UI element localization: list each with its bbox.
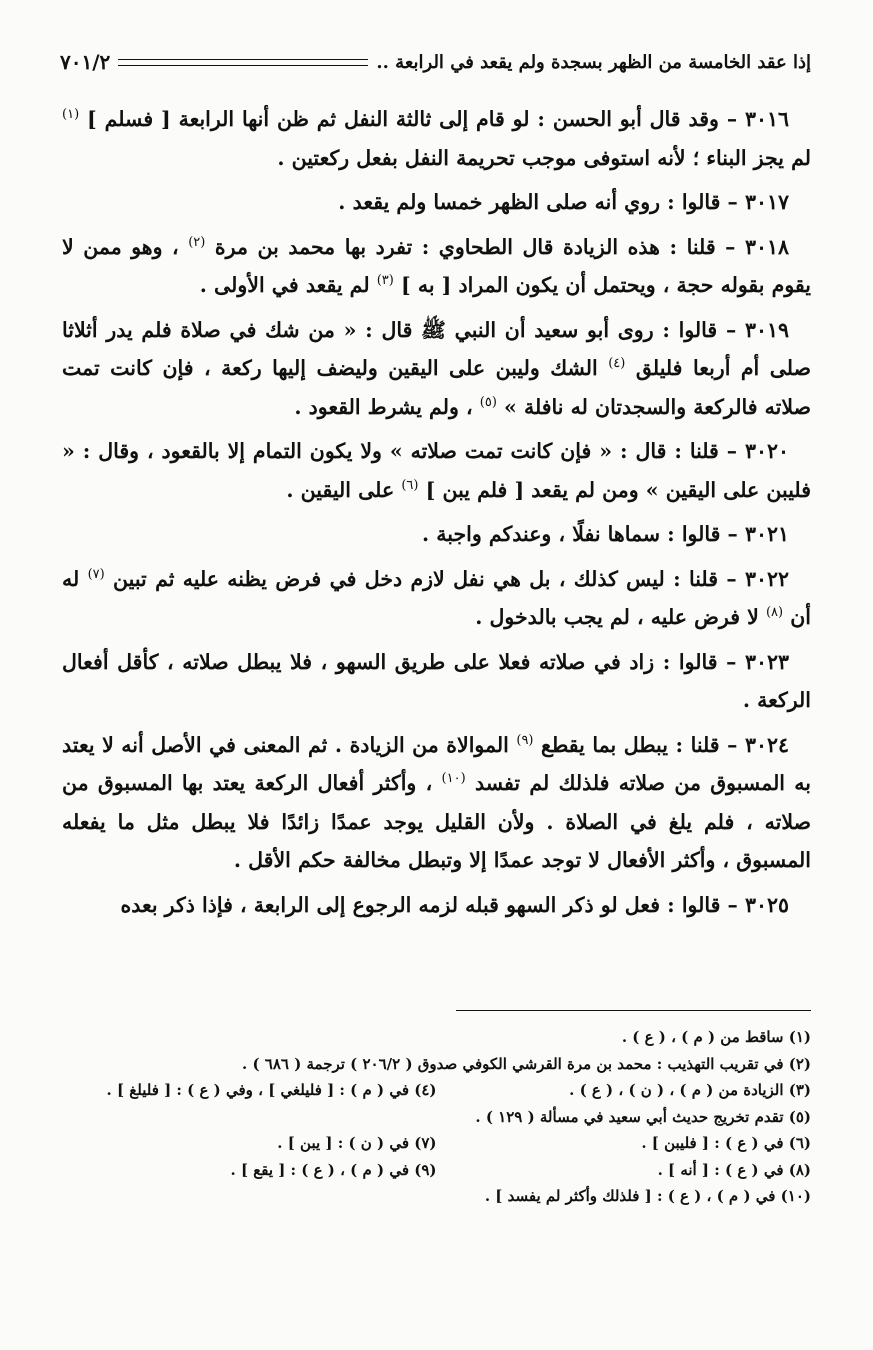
header-title: إذا عقد الخامسة من الظهر بسجدة ولم يقعد في الرابعة .. — [376, 51, 811, 73]
paragraph-text: ، ولم يشرط القعود . — [294, 394, 480, 419]
header-rule — [118, 59, 368, 66]
paragraph-number: ٣٠٢١ — [744, 522, 789, 546]
footnote-row — [62, 1157, 811, 1184]
paragraph-number: ٣٠٢٤ — [744, 732, 789, 757]
footnote-ref: (٣) — [376, 273, 394, 289]
paragraph-text: قلنا : قال : « فإن كانت تمت صلاته » ولا يكون التمام إلا بالقعود ، وقال : « فليبن على اليقين » ومن لم يقعد [ فلم يبن ] — [62, 439, 811, 502]
footnote-ref: (٦) — [401, 477, 419, 493]
paragraph-text: قلنا : هذه الزيادة قال الطحاوي : تفرد بها محمد بن مرة — [205, 234, 716, 259]
paragraph-text: قالوا : زاد في صلاته فعلا على طريق السهو ، فلا يبطل صلاته ، كأقل أفعال الركعة . — [62, 649, 811, 712]
footnote-8: (٨) في ( ع ) : [ أنه ] . — [657, 1160, 811, 1179]
footnote-7: (٧) في ( ن ) : [ يبن ] . — [277, 1134, 437, 1152]
paragraph-text: له أن — [62, 566, 811, 629]
footnote-ref: (٨) — [765, 605, 784, 621]
page-number: ٧٠١/٢ — [60, 50, 111, 74]
paragraph-text: لم يقعد في الأولى . — [199, 273, 377, 297]
footnote-2: (٢) في تقريب التهذيب : محمد بن مرة القرشي الكوفي صدوق ( ٢٠٦/٢ ) ترجمة ( ٦٨٦ ) . — [242, 1054, 811, 1073]
paragraph: ٣٠١٨ – قلنا : هذه الزيادة قال الطحاوي : تفرد بها محمد بن مرة $^{(٢)}$ ، وهو ممن لا يقوم بقوله حجة ، ويحتمل أن يكون المراد [ به ] $^{(٣)}$ لم يقعد في الأولى . — [62, 234, 811, 297]
footnote-5: (٥) تقدم تخريج حديث أبي سعيد في مسألة ( ١٢٩ ) . — [475, 1107, 811, 1126]
paragraph-number: ٣٠٢٠ — [744, 439, 789, 463]
paragraph-text: قالوا : فعل لو ذكر السهو قبله لزمه الرجوع إلى الرابعة ، فإذا ذكر بعده — [120, 892, 721, 917]
footnote-3: (٣) الزيادة من ( م ) ، ( ن ) ، ( ع ) . — [569, 1081, 811, 1099]
paragraph-text: لم يجز البناء ؛ لأنه استوفى موجب تحريمة النفل بفعل ركعتين . — [277, 145, 811, 170]
paragraph-number: ٣٠١٨ — [744, 234, 790, 259]
paragraph-text: ، وأكثر أفعال الركعة يعتد بها المسبوق من صلاته ، فلم يلغ في الصلاة . ولأن القليل يوجد عمدًا زائدًا فلا يبطل مثل ما يفعله المسبوق ، وأكثر الأفعال لا توجد عمدًا إلا وتبطل مخالفة حكم الأقل . — [62, 771, 811, 872]
footnote-divider — [456, 1010, 811, 1011]
paragraph: ٣٠١٦ – وقد قال أبو الحسن : لو قام إلى ثالثة النفل ثم ظن أنها الرابعة [ فسلم ] $^{(١)}$ لم يجز البناء ؛ لأنه استوفى موجب تحريمة النفل بفعل ركعتين . — [62, 107, 811, 170]
footnote-ref: (٧) — [87, 566, 105, 582]
footnote-9: (٩) في ( م ) ، ( ع ) : [ يقع ] . — [230, 1160, 437, 1179]
paragraph: ٣٠٢٤ – قلنا : يبطل بما يقطع $^{(٩)}$ الموالاة من الزيادة . ثم المعنى في الأصل أنه لا يعتد به المسبوق من صلاته فلذلك لم تفسد $^{(١٠)}$ ، وأكثر أفعال الركعة يعتد بها المسبوق من صلاته ، فلم يلغ في الصلاة . ولأن القليل يوجد عمدًا زائدًا فلا يبطل مثل ما يفعله المسبوق ، وأكثر الأفعال لا توجد عمدًا إلا وتبطل مخالفة حكم الأقل . — [62, 732, 811, 872]
paragraph-number: ٣٠١٩ — [744, 317, 790, 342]
paragraph-text: الشك وليبن على اليقين وليضف إليها ركعة ، فإن كانت تمت صلاته فالركعة والسجدتان له نافلة » — [62, 356, 811, 419]
paragraph-text: الموالاة من الزيادة . ثم المعنى في الأصل أنه لا يعتد به المسبوق من صلاته فلذلك لم تفسد — [62, 732, 811, 795]
footnote-row — [62, 1077, 811, 1104]
footnote-1: (١) ساقط من ( م ) ، ( ع ) . — [621, 1028, 811, 1046]
paragraph-text: لا فرض عليه ، لم يجب بالدخول . — [475, 605, 766, 629]
paragraph-number: ٣٠٢٢ — [744, 566, 789, 591]
paragraph-number: ٣٠١٧ — [744, 190, 789, 214]
paragraph-number: ٣٠٢٥ — [744, 892, 789, 917]
footnotes — [62, 1024, 811, 1210]
footnote-ref: (٤) — [608, 356, 626, 372]
paragraph: ٣٠٢٥ – قالوا : فعل لو ذكر السهو قبله لزمه الرجوع إلى الرابعة ، فإذا ذكر بعده — [120, 892, 789, 917]
paragraph-text: قلنا : يبطل بما يقطع — [533, 732, 720, 757]
paragraph-text: قلنا : ليس كذلك ، بل هي نفل لازم دخل في فرض يظنه عليه ثم تبين — [104, 566, 719, 591]
paragraph: ٣٠٢٢ – قلنا : ليس كذلك ، بل هي نفل لازم دخل في فرض يظنه عليه ثم تبين $^{(٧)}$ له أن $^{(٨)}$ لا فرض عليه ، لم يجب بالدخول . — [62, 566, 811, 629]
main-text — [62, 100, 811, 930]
footnote-10: (١٠) في ( م ) ، ( ع ) : [ فلذلك وأكثر لم يفسد ] . — [484, 1187, 811, 1205]
paragraph: ٣٠٢٠ – قلنا : قال : « فإن كانت تمت صلاته » ولا يكون التمام إلا بالقعود ، وقال : « فليبن على اليقين » ومن لم يقعد [ فلم يبن ] $^{(٦)}$ على اليقين . — [62, 439, 811, 502]
paragraph-number: ٣٠١٦ — [744, 107, 789, 131]
footnote-row — [62, 1130, 811, 1157]
paragraph: ٣٠١٧ – قالوا : روي أنه صلى الظهر خمسا ولم يقعد . — [338, 190, 789, 214]
footnote-ref: (١٠) — [441, 771, 466, 787]
paragraph-text: قالوا : سماها نفلًا ، وعندكم واجبة . — [422, 522, 721, 546]
footnote-ref: (٥) — [479, 394, 497, 410]
footnote-6: (٦) في ( ع ) : [ فليبن ] . — [641, 1134, 811, 1152]
footnote-ref: (٢) — [188, 234, 206, 250]
paragraph-text: على اليقين . — [286, 477, 402, 502]
paragraph-text: قالوا : روى أبو سعيد أن النبي ﷺ قال : « من شك في صلاة فلم يدر أثلاثا صلى أم أربعا فليلق — [62, 317, 812, 380]
footnote-ref: (١) — [62, 107, 80, 123]
paragraph-text: وقد قال أبو الحسن : لو قام إلى ثالثة النفل ثم ظن أنها الرابعة [ فسلم ] — [79, 107, 719, 131]
running-header — [60, 50, 811, 74]
paragraph-text: ، وهو ممن لا يقوم بقوله حجة ، ويحتمل أن يكون المراد [ به ] — [62, 234, 811, 297]
paragraph-text: قالوا : روي أنه صلى الظهر خمسا ولم يقعد . — [338, 190, 721, 214]
footnote-ref: (٩) — [516, 732, 534, 748]
footnote-4: (٤) في ( م ) : [ فليلغي ] ، وفي ( ع ) : [ فليلغ ] . — [106, 1081, 437, 1099]
paragraph: ٣٠٢٣ – قالوا : زاد في صلاته فعلا على طريق السهو ، فلا يبطل صلاته ، كأقل أفعال الركعة . — [62, 649, 811, 712]
paragraph: ٣٠٢١ – قالوا : سماها نفلًا ، وعندكم واجبة . — [422, 522, 789, 546]
paragraph-number: ٣٠٢٣ — [744, 649, 789, 674]
paragraph: ٣٠١٩ – قالوا : روى أبو سعيد أن النبي ﷺ قال : « من شك في صلاة فلم يدر أثلاثا صلى أم أربعا فليلق $^{(٤)}$ الشك وليبن على اليقين وليضف إليها ركعة ، فإن كانت تمت صلاته فالركعة والسجدتان له نافلة » $^{(٥)}$ ، ولم يشرط القعود . — [62, 317, 812, 419]
